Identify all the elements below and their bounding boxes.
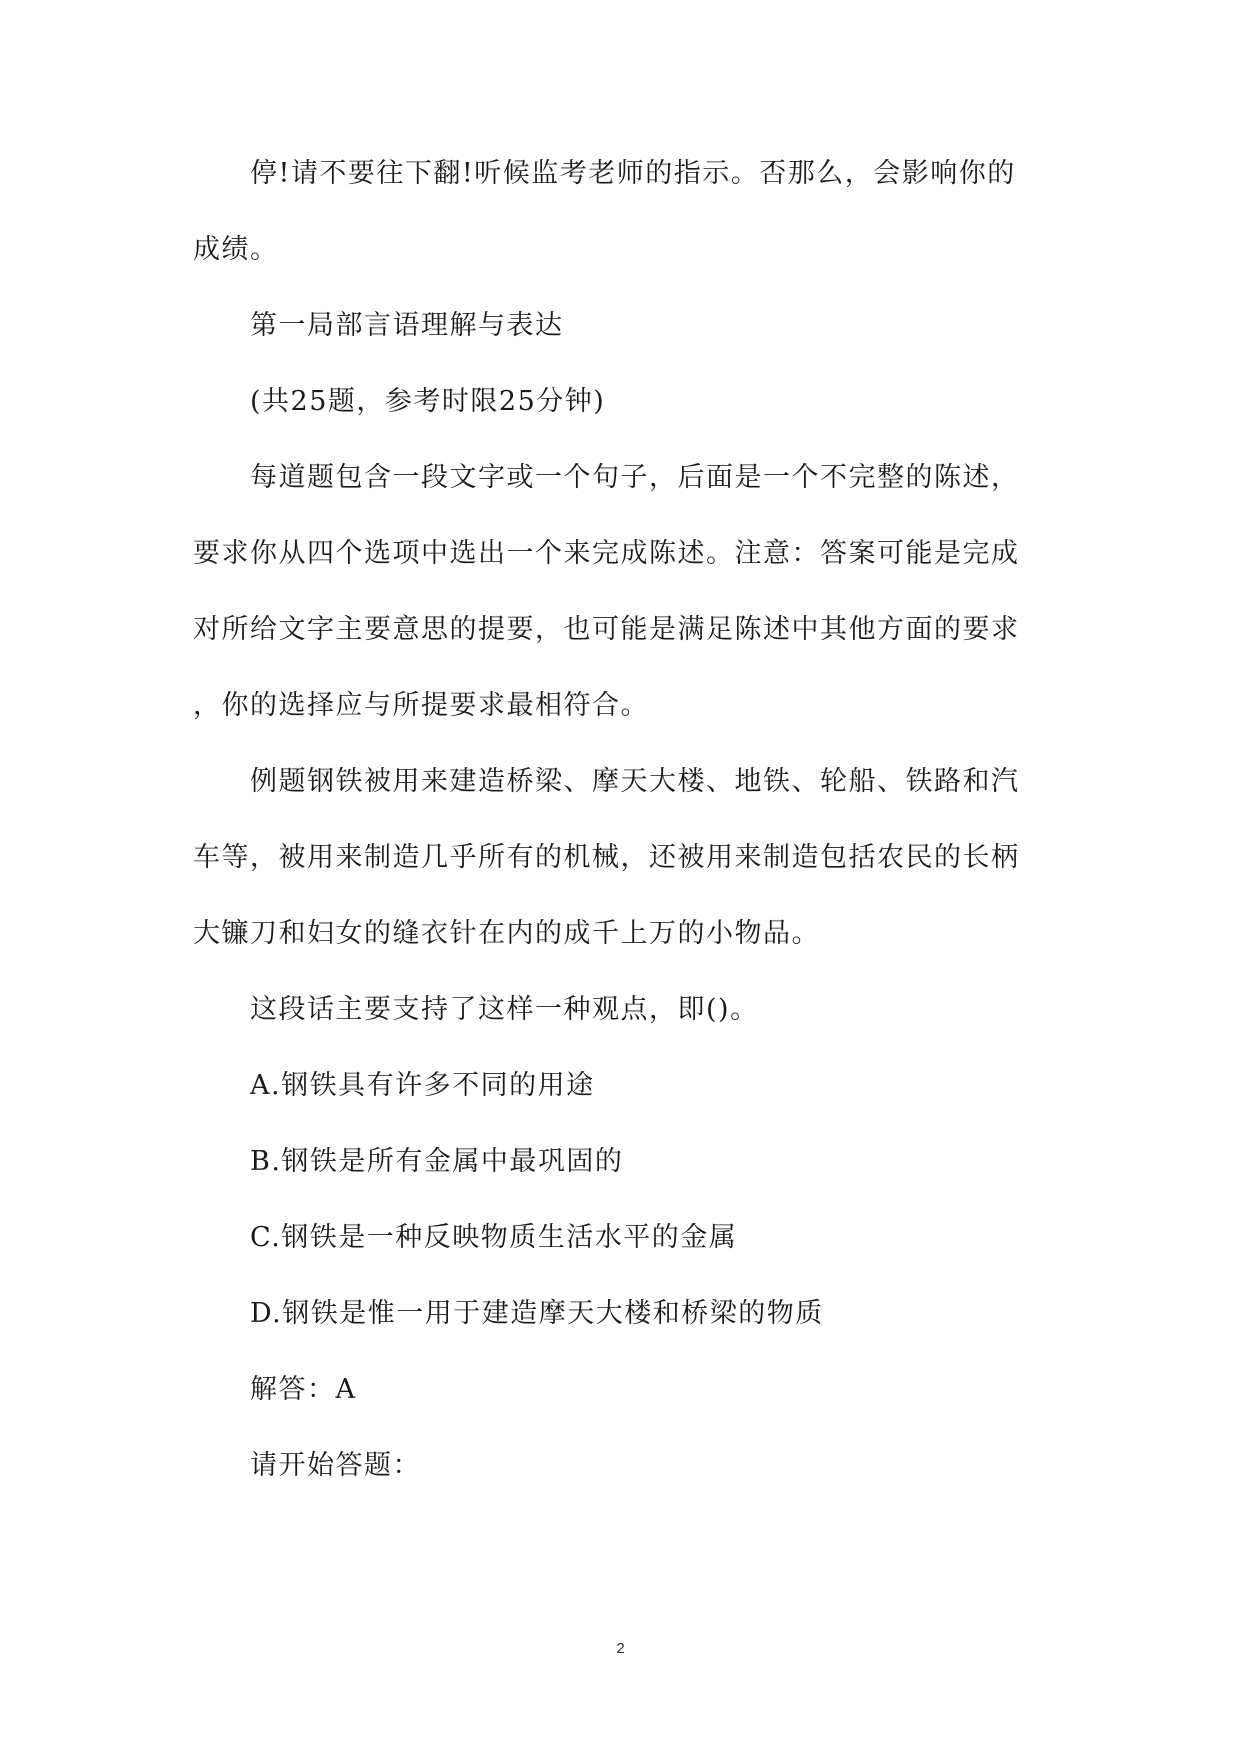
text-line: D.钢铁是惟一用于建造摩天大楼和桥梁的物质 (250, 1298, 824, 1329)
text-line: 大镰刀和妇女的缝衣针在内的成千上万的小物品。 (193, 918, 820, 949)
text-line: 对所给文字主要意思的提要，也可能是满足陈述中其他方面的要求 (193, 614, 1020, 645)
text-line: 车等，被用来制造几乎所有的机械，还被用来制造包括农民的长柄 (193, 842, 1020, 873)
text-line: 这段话主要支持了这样一种观点，即()。 (250, 994, 759, 1025)
text-line: A.钢铁具有许多不同的用途 (250, 1070, 595, 1101)
instructions-paragraph (193, 440, 1043, 744)
answer (193, 1352, 1043, 1428)
option-c (193, 1200, 1043, 1276)
section-info (193, 364, 1043, 440)
text-line: 第一局部言语理解与表达 (250, 310, 564, 341)
text-line: 成绩。 (193, 234, 279, 265)
text-line: 每道题包含一段文字或一个句子，后面是一个不完整的陈述， (250, 462, 1020, 493)
text-line: (共25题，参考时限25分钟) (250, 386, 606, 417)
text-line: ，你的选择应与所提要求最相符合。 (193, 690, 649, 721)
text-line: 请开始答题： (250, 1450, 421, 1481)
section-title (193, 288, 1043, 364)
text-line: C.钢铁是一种反映物质生活水平的金属 (250, 1222, 738, 1253)
option-a (193, 1048, 1043, 1124)
text-line: 停!请不要往下翻!听候监考老师的指示。否那么，会影响你的 (250, 158, 1016, 189)
start-prompt (193, 1428, 1043, 1504)
question-stem (193, 972, 1043, 1048)
text-line: B.钢铁是所有金属中最巩固的 (250, 1146, 624, 1177)
example-paragraph (193, 744, 1043, 972)
document-body (193, 136, 1043, 1504)
page-number: 2 (616, 1640, 625, 1657)
warning-paragraph (193, 136, 1043, 288)
text-line: 例题钢铁被用来建造桥梁、摩天大楼、地铁、轮船、铁路和汽 (250, 766, 1020, 797)
option-d (193, 1276, 1043, 1352)
text-line: 要求你从四个选项中选出一个来完成陈述。注意：答案可能是完成 (193, 538, 1020, 569)
option-b (193, 1124, 1043, 1200)
text-line: 解答：A (250, 1374, 357, 1405)
